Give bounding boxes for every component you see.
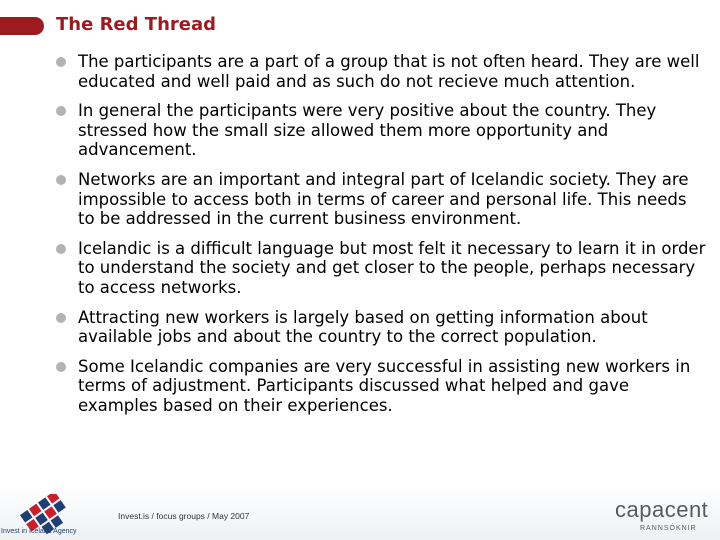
bullet-dot-icon — [56, 57, 66, 67]
bullet-text: In general the participants were very positive about the country. They stressed how the small size allowed them more opportunity and advancement. — [78, 101, 657, 160]
capacent-logo-subtitle: RANNSÓKNIR — [640, 525, 697, 532]
capacent-logo: capacent — [615, 497, 709, 522]
list-item — [56, 52, 706, 91]
bullet-dot-icon — [56, 313, 66, 323]
bullet-dot-icon — [56, 244, 66, 254]
bullet-dot-icon — [56, 362, 66, 372]
list-item — [56, 101, 706, 160]
footer-background — [0, 485, 720, 540]
bullet-text: Networks are an important and integral part of Icelandic society. They are impossible to access both in terms of career and personal life. This needs to be addressed in the current business environment. — [78, 169, 689, 229]
bullet-dot-icon — [56, 106, 66, 116]
list-item — [56, 239, 706, 298]
bullet-list — [56, 52, 706, 426]
slide-title: The Red Thread — [56, 14, 216, 35]
list-item — [56, 357, 706, 416]
left-logo-caption: Invest in Iceland Agency — [1, 528, 77, 535]
footer-text: Invest.is / focus groups / May 2007 — [118, 511, 250, 521]
bullet-text: Icelandic is a difficult language but most felt it necessary to learn it in order to understand the society and get closer to the people, perhaps necessary to access networks. — [78, 238, 706, 297]
bullet-text: Attracting new workers is largely based on getting information about available jobs and about the country to the correct population. — [78, 307, 648, 347]
title-accent-bar — [0, 17, 44, 35]
bullet-text: The participants are a part of a group that is not often heard. They are well educated and well paid and as such do not recieve much attention. — [78, 52, 700, 91]
list-item — [56, 308, 706, 347]
bullet-dot-icon — [56, 175, 66, 185]
list-item — [56, 170, 706, 229]
bullet-text: Some Icelandic companies are very successful in assisting new workers in terms of adjustment. Participants discussed what helped and gave examples based on their experiences. — [78, 356, 691, 415]
